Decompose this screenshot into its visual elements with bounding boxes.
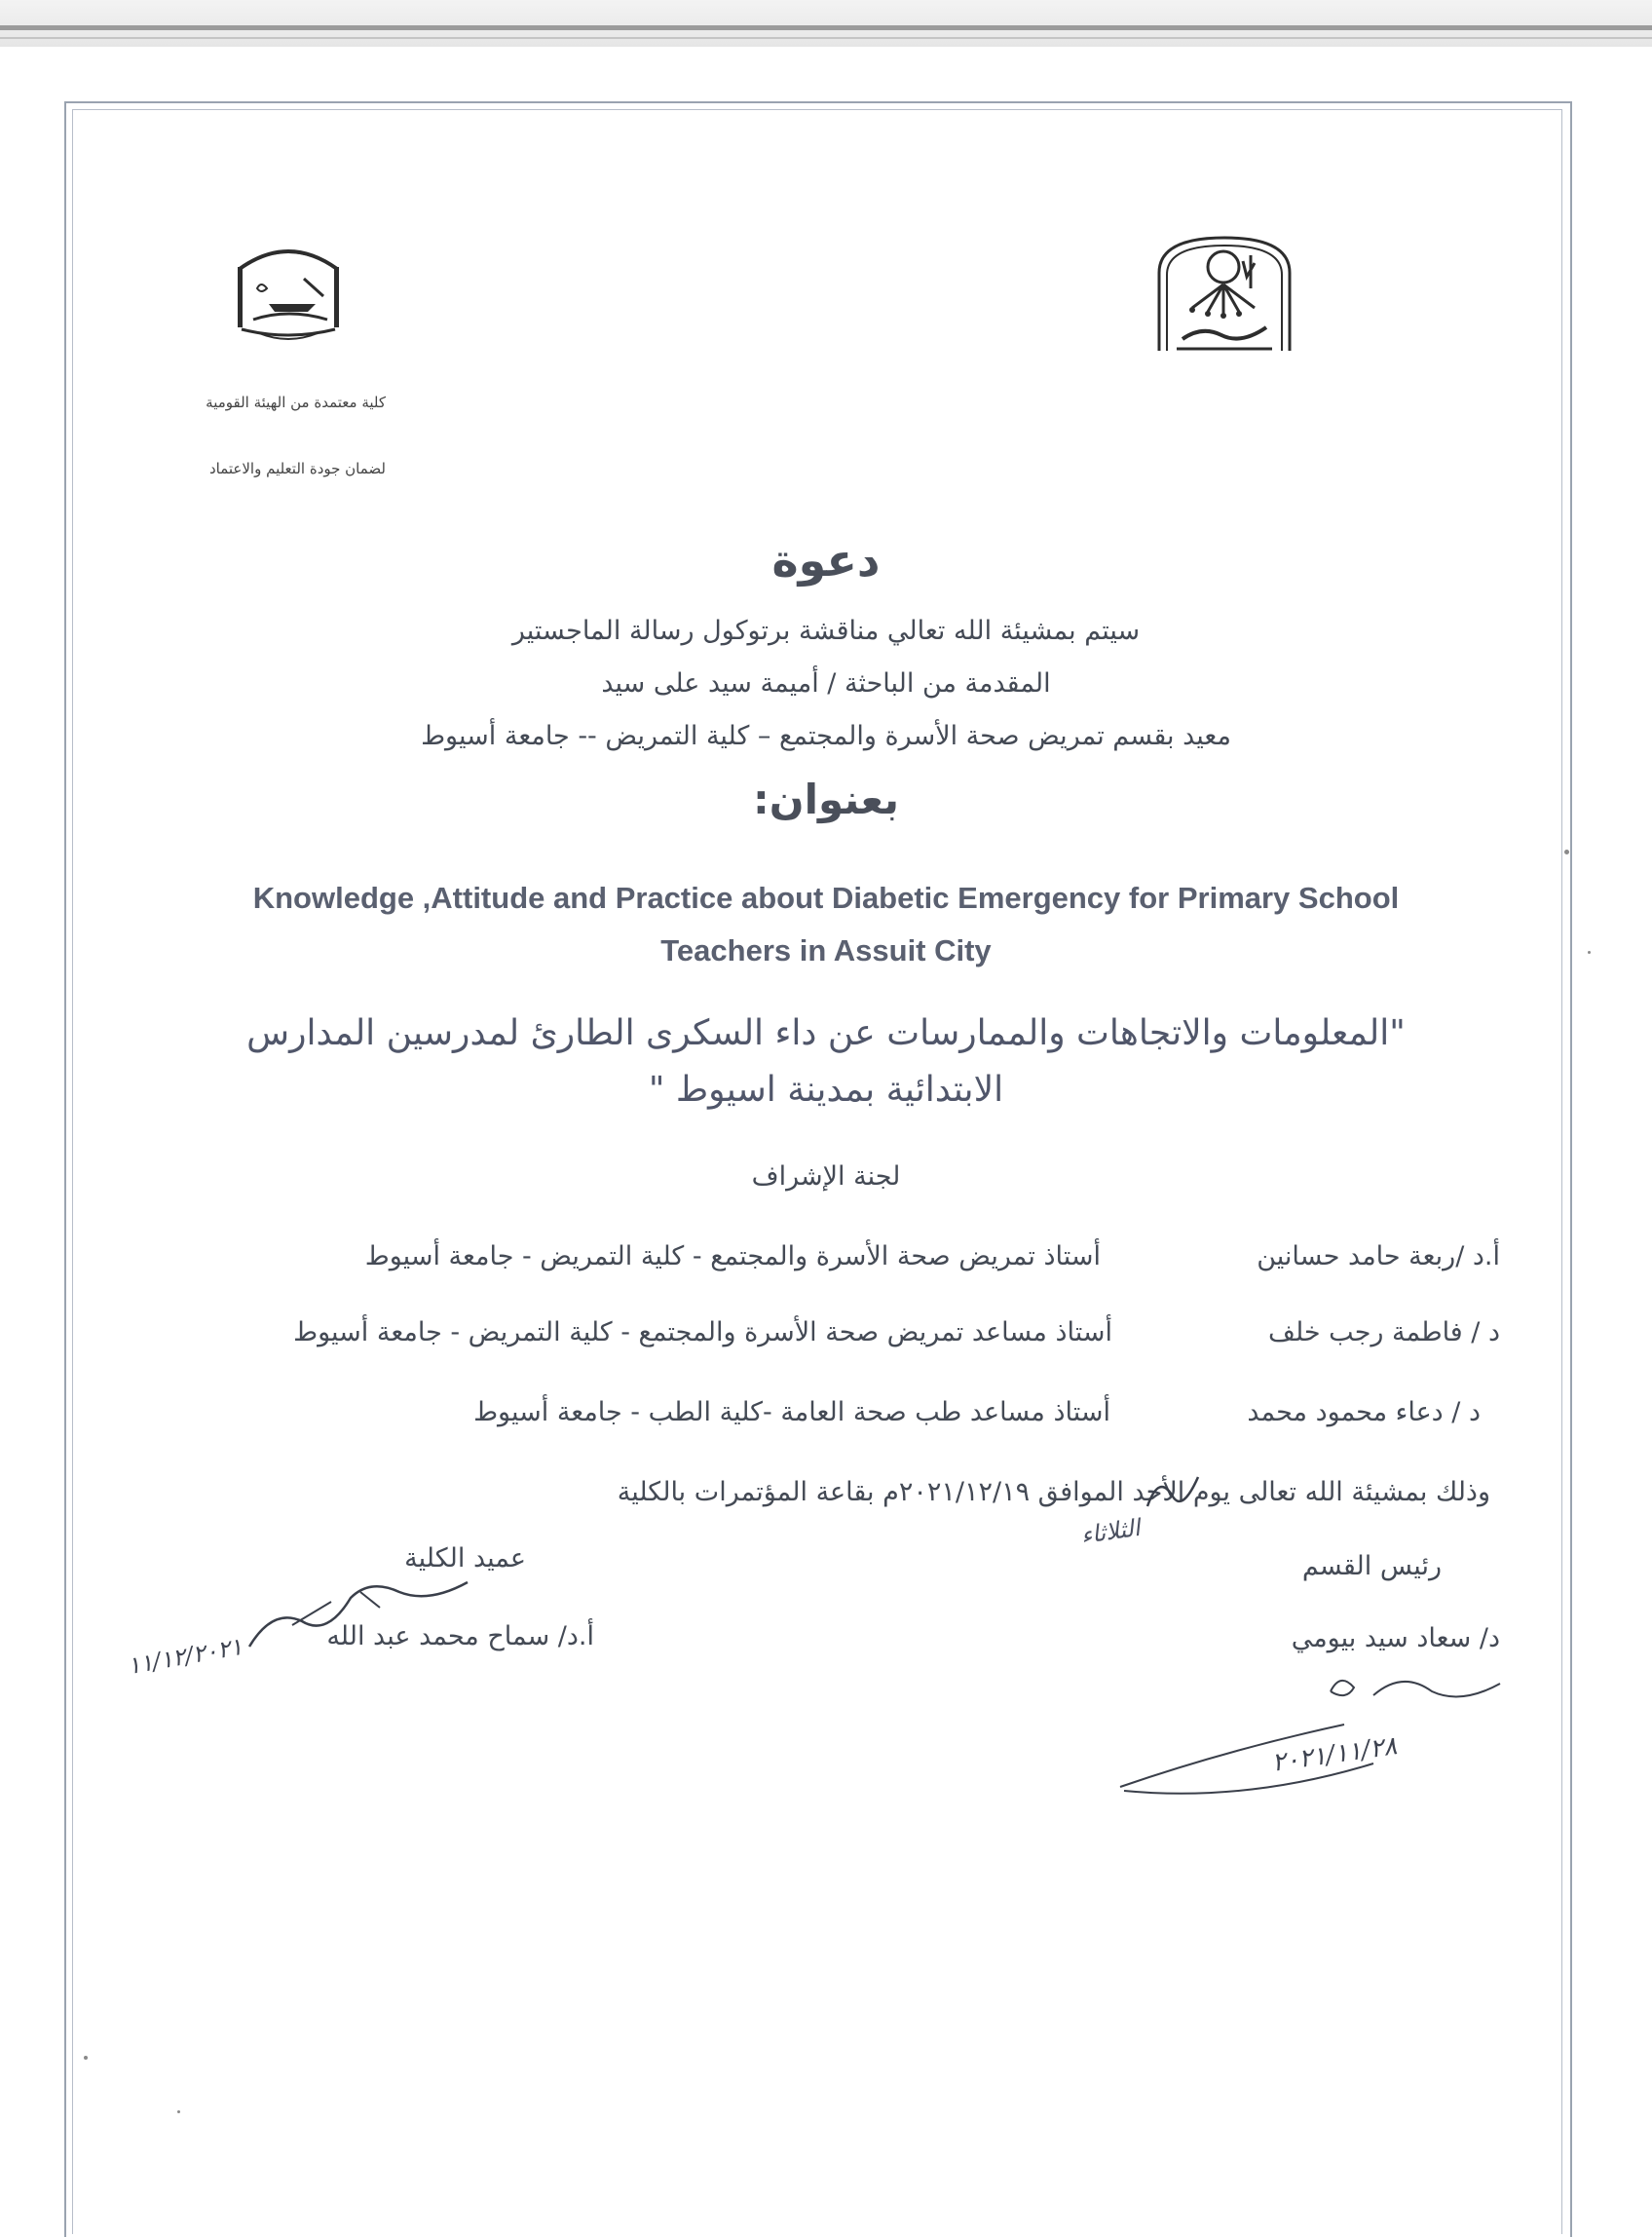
dean-title: عميد الكلية [404, 1543, 526, 1573]
committee-member-3-role: أستاذ مساعد طب صحة العامة -كلية الطب - جامعة أسيوط [473, 1397, 1110, 1427]
thesis-title-en-line-1: Knowledge ,Attitude and Practice about Diabetic Emergency for Primary School [252, 881, 1400, 915]
invitation-line-2: المقدمة من الباحثة / أميمة سيد على سيد [601, 668, 1051, 699]
thesis-title-en-line-2: Teachers in Assuit City [660, 933, 992, 967]
scan-top-band [0, 0, 1652, 47]
university-logo-icon [1153, 234, 1295, 357]
thesis-title-ar-line-1: "المعلومات والاتجاهات والممارسات عن داء السكرى الطارئ لمدرسين المدارس [246, 1013, 1406, 1053]
accreditation-line-1: كلية معتمدة من الهيئة القومية [206, 394, 386, 411]
scan-speck [1564, 850, 1569, 854]
title-label: بعنوان: [753, 776, 899, 823]
committee-member-2-role: أستاذ مساعد تمريض صحة الأسرة والمجتمع - كلية التمريض - جامعة أسيوط [293, 1317, 1112, 1347]
committee-member-2-name: د / فاطمة رجب خلف [1268, 1317, 1500, 1347]
committee-heading: لجنة الإشراف [751, 1161, 901, 1192]
invitation-line-3: معيد بقسم تمريض صحة الأسرة والمجتمع – كلية التمريض -- جامعة أسيوط [421, 721, 1231, 751]
dept-head-signature-date: ٢٠٢١/١١/٢٨ [1269, 1731, 1400, 1778]
committee-member-3-name: د / دعاء محمود محمد [1247, 1397, 1481, 1427]
committee-member-1-role: أستاذ تمريض صحة الأسرة والمجتمع - كلية التمريض - جامعة أسيوط [364, 1241, 1101, 1271]
schedule-handwritten-note: الثلاثاء [1078, 1513, 1143, 1550]
scan-speck [84, 2056, 88, 2060]
scan-speck [1588, 951, 1591, 954]
scan-speck [177, 2110, 180, 2113]
dean-signature [234, 1569, 487, 1666]
committee-member-1-name: أ.د /ربعة حامد حسانين [1257, 1241, 1500, 1271]
dept-head-title: رئيس القسم [1301, 1551, 1442, 1581]
scan-edge-line [0, 25, 1652, 30]
schedule-text: وذلك بمشيئة الله تعالى يوم الأحد الموافق ٢٠٢١/١٢/١٩م بقاعة المؤتمرات بالكلية [617, 1477, 1490, 1507]
faculty-logo-icon [230, 240, 347, 349]
dean-name: أ.د/ سماح محمد عبد الله [326, 1621, 594, 1651]
date-correction-mark [1140, 1467, 1208, 1516]
invitation-line-1: سيتم بمشيئة الله تعالي مناقشة برتوكول رسالة الماجستير [511, 616, 1141, 646]
scan-edge-line-secondary [0, 37, 1652, 39]
thesis-title-ar-line-2: الابتدائية بمدينة اسيوط " [648, 1070, 1004, 1110]
dept-head-name: د/ سعاد سيد بيومي [1291, 1623, 1500, 1653]
invitation-heading: دعوة [771, 534, 881, 587]
accreditation-line-2: لضمان جودة التعليم والاعتماد [208, 460, 386, 477]
dean-signature-date: ١١/١٢/٢٠٢١ [125, 1632, 245, 1681]
